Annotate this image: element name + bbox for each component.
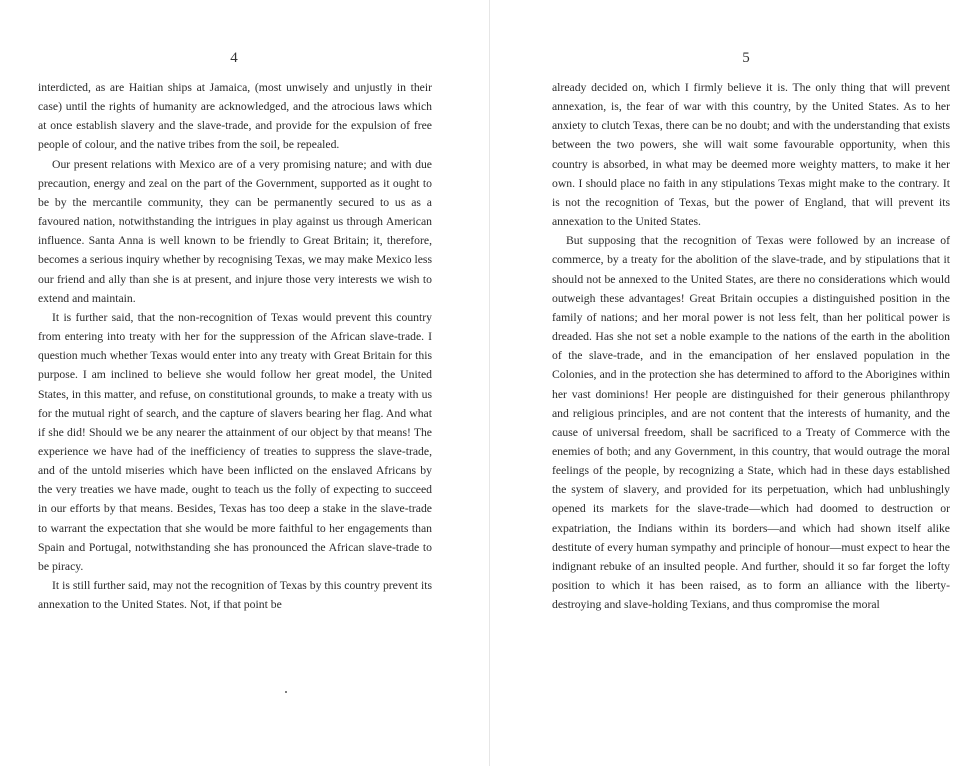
right-page	[490, 0, 980, 766]
left-page-text	[38, 78, 432, 614]
right-paragraph-2: But supposing that the recognition of Texas were followed by an increase of commerce, by a treaty for the abolition of the slave-trade, and by stipulations that it should not be annexed to the United States, are there no considerations which would outweigh these advantages! Great Britain occupies a distinguished position in the family of nations; and her moral power is not less felt, than her political power is dreaded. Has she not set a noble example to the nations of the earth in the abolition of the slave-trade, and in the emancipation of her enslaved population in the Colonies, and in the protection she has determined to afford to the Aborigines within her vast dominions! Her people are distinguished for their generous philanthropy and religious principles, and are not content that the interests of humanity, and the cause of universal freedom, shall be sacrificed to a Treaty of Commerce with the enemies of both; and any Government, in this country, that would outrage the moral feelings of the people, by recognizing a State, which had in these days established the system of slavery, and provided for its perpetuation, which had unblushingly opened its markets for the slave-trade—which had doomed to destruction or expatriation, the Indians within its borders—and which had shown itself alike destitute of every human sympathy and principle of honour—must expect to hear the indignant rebuke of an insulted people. And further, should it so far forget the lofty position to which it has been raised, as to form an alliance with the liberty-destroying and slave-holding Texians, and thus compromise the moral	[552, 234, 950, 612]
page-number-right: 5	[742, 50, 750, 66]
left-paragraph-4: It is still further said, may not the recognition of Texas by this country prevent its annexation to the United States. Not, if that point be	[38, 579, 432, 612]
page-number-left: 4	[230, 50, 238, 66]
left-paragraph-3: It is further said, that the non-recognition of Texas would prevent this country from entering into treaty with her for the suppression of the African slave-trade. I question much whether Texas would enter into any treaty with Great Britain for this purpose. I am inclined to believe she would follow her great model, the United States, in this matter, and refuse, on constitutional grounds, to make a treaty with us for the mutual right of search, and the capture of slavers bearing her flag. And what if she did! Should we be any nearer the attainment of our object by that means! The experience we have had of the inefficiency of treaties to suppress the slave-trade, and of the untold miseries which have been inflicted on the enslaved Africans by the very treaties we have made, ought to teach us the folly of expecting to succeed in our efforts by that means. Besides, Texas has too deep a stake in the slave-trade to warrant the expectation that she would be more faithful to her engagements than Spain and Portugal, notwithstanding she has pronounced the African slave-trade to be piracy.	[38, 310, 432, 573]
left-paragraph-1: interdicted, as are Haitian ships at Jamaica, (most unwisely and unjustly in their case) until the rights of humanity are acknowledged, and the atrocious laws which at once establish slavery and the slave-trade, and provide for the expulsion of free people of colour, and the native tribes from the soil, be repealed.	[38, 81, 432, 152]
right-paragraph-1: already decided on, which I firmly believe it is. The only thing that will prevent annexation, is, the fear of war with this country, by the United States. As to her anxiety to clutch Texas, there can be no doubt; and with the understanding that exists between the two powers, she will wait some favourable opportunity, when this country is absorbed, in what may be deemed more weighty matters, to make it her own. I should place no faith in any stipulations Texas might make to the contrary. It is not the recognition of Texas, but the power of England, that will prevent its annexation to the United States.	[552, 81, 950, 229]
right-page-text	[552, 78, 950, 614]
page-speck	[285, 691, 287, 693]
left-paragraph-2: Our present relations with Mexico are of a very promising nature; and with due precaution, energy and zeal on the part of the Government, supported as it ought to be by the mercantile community, they can be permanently secured to us as a favoured nation, notwithstanding the intrigues in play against us through American influence. Santa Anna is well known to be friendly to Great Britain; it, therefore, becomes a serious inquiry whether by recognising Texas, we may make Mexico less our friend and ally than she is at present, and injure those very interests we wish to extend and maintain.	[38, 157, 432, 305]
